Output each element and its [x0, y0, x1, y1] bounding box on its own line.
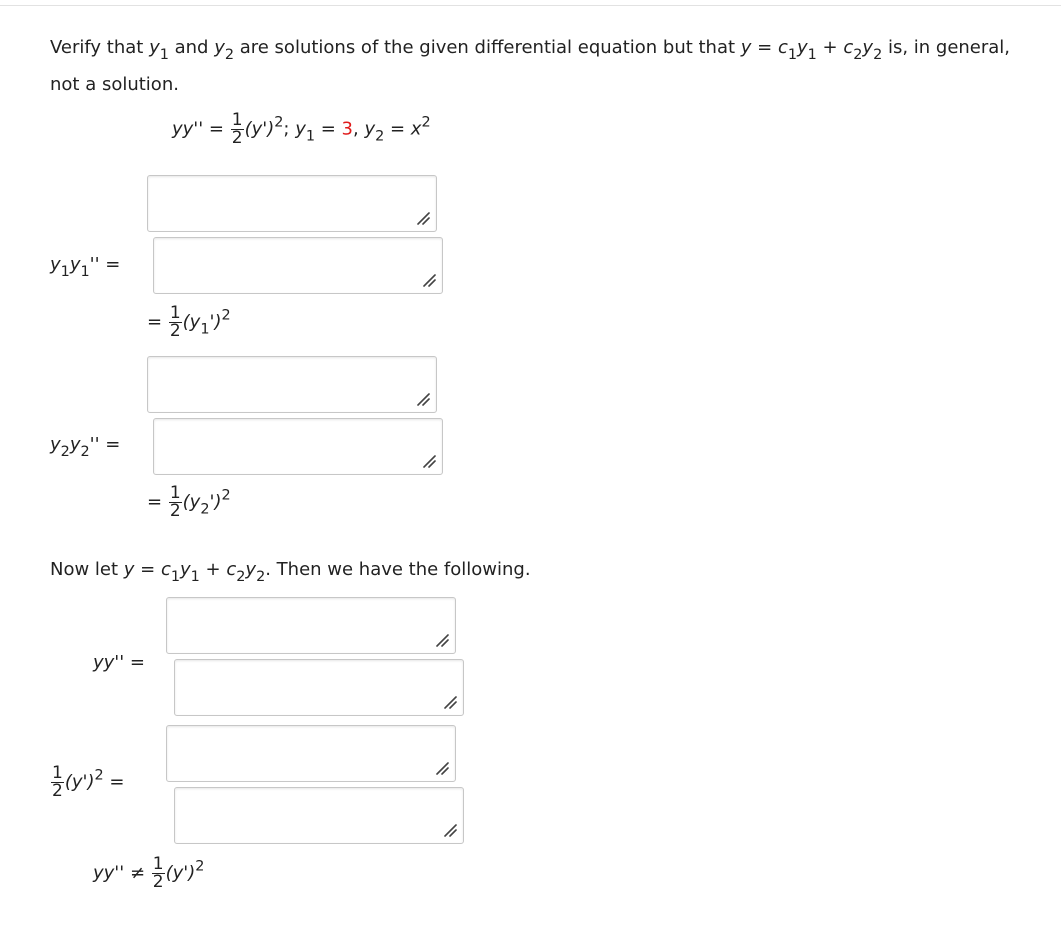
- given-equation: yy'' = $\frac{1}{2}$ $(y')^2$; $y_1 = 3$, $y_2 = x^2$: [172, 110, 431, 148]
- answer-box-yy-a[interactable]: [166, 597, 456, 654]
- resize-grip-icon[interactable]: [416, 392, 430, 406]
- y1-rhs-label: = $\frac{1}{2}$ $(y_1')^2$: [147, 303, 231, 341]
- halfyp-lhs-label: $\frac{1}{2}$ $(y')^2$ =: [52, 763, 125, 801]
- resize-grip-icon[interactable]: [416, 211, 430, 225]
- resize-grip-icon[interactable]: [443, 823, 457, 837]
- answer-box-yy-b[interactable]: [174, 659, 464, 716]
- y2-lhs-label: $y_2y_2''$ =: [50, 434, 121, 460]
- yy-lhs-label: yy'' =: [93, 652, 146, 673]
- top-divider: [0, 0, 1061, 6]
- answer-box-halfyp-b[interactable]: [174, 787, 464, 844]
- problem-statement: Verify that $y_1$ and $y_2$ are solutions of the given differential equation but that $y = c_1y_1 + c_2y_2$ is, in general, not a solution.: [50, 37, 1011, 95]
- resize-grip-icon[interactable]: [422, 454, 436, 468]
- resize-grip-icon[interactable]: [443, 695, 457, 709]
- answer-box-halfyp-a[interactable]: [166, 725, 456, 782]
- y1-value: 3: [341, 118, 353, 140]
- resize-grip-icon[interactable]: [435, 761, 449, 775]
- answer-box-y2-a[interactable]: [147, 356, 437, 413]
- now-let-statement: Now let $y = c_1y_1 + c_2y_2$. Then we have the following.: [50, 559, 531, 585]
- answer-box-y2-b[interactable]: [153, 418, 443, 475]
- fraction-half: $\frac{1}{2}$: [231, 110, 243, 148]
- answer-box-y1-b[interactable]: [153, 237, 443, 294]
- final-inequality: yy'' ≠ $\frac{1}{2}$ $(y')^2$: [93, 854, 205, 892]
- answer-box-y1-a[interactable]: [147, 175, 437, 232]
- y1-lhs-label: $y_1y_1''$ =: [50, 254, 121, 280]
- resize-grip-icon[interactable]: [422, 273, 436, 287]
- y2-rhs-label: = $\frac{1}{2}$ $(y_2')^2$: [147, 483, 231, 521]
- resize-grip-icon[interactable]: [435, 633, 449, 647]
